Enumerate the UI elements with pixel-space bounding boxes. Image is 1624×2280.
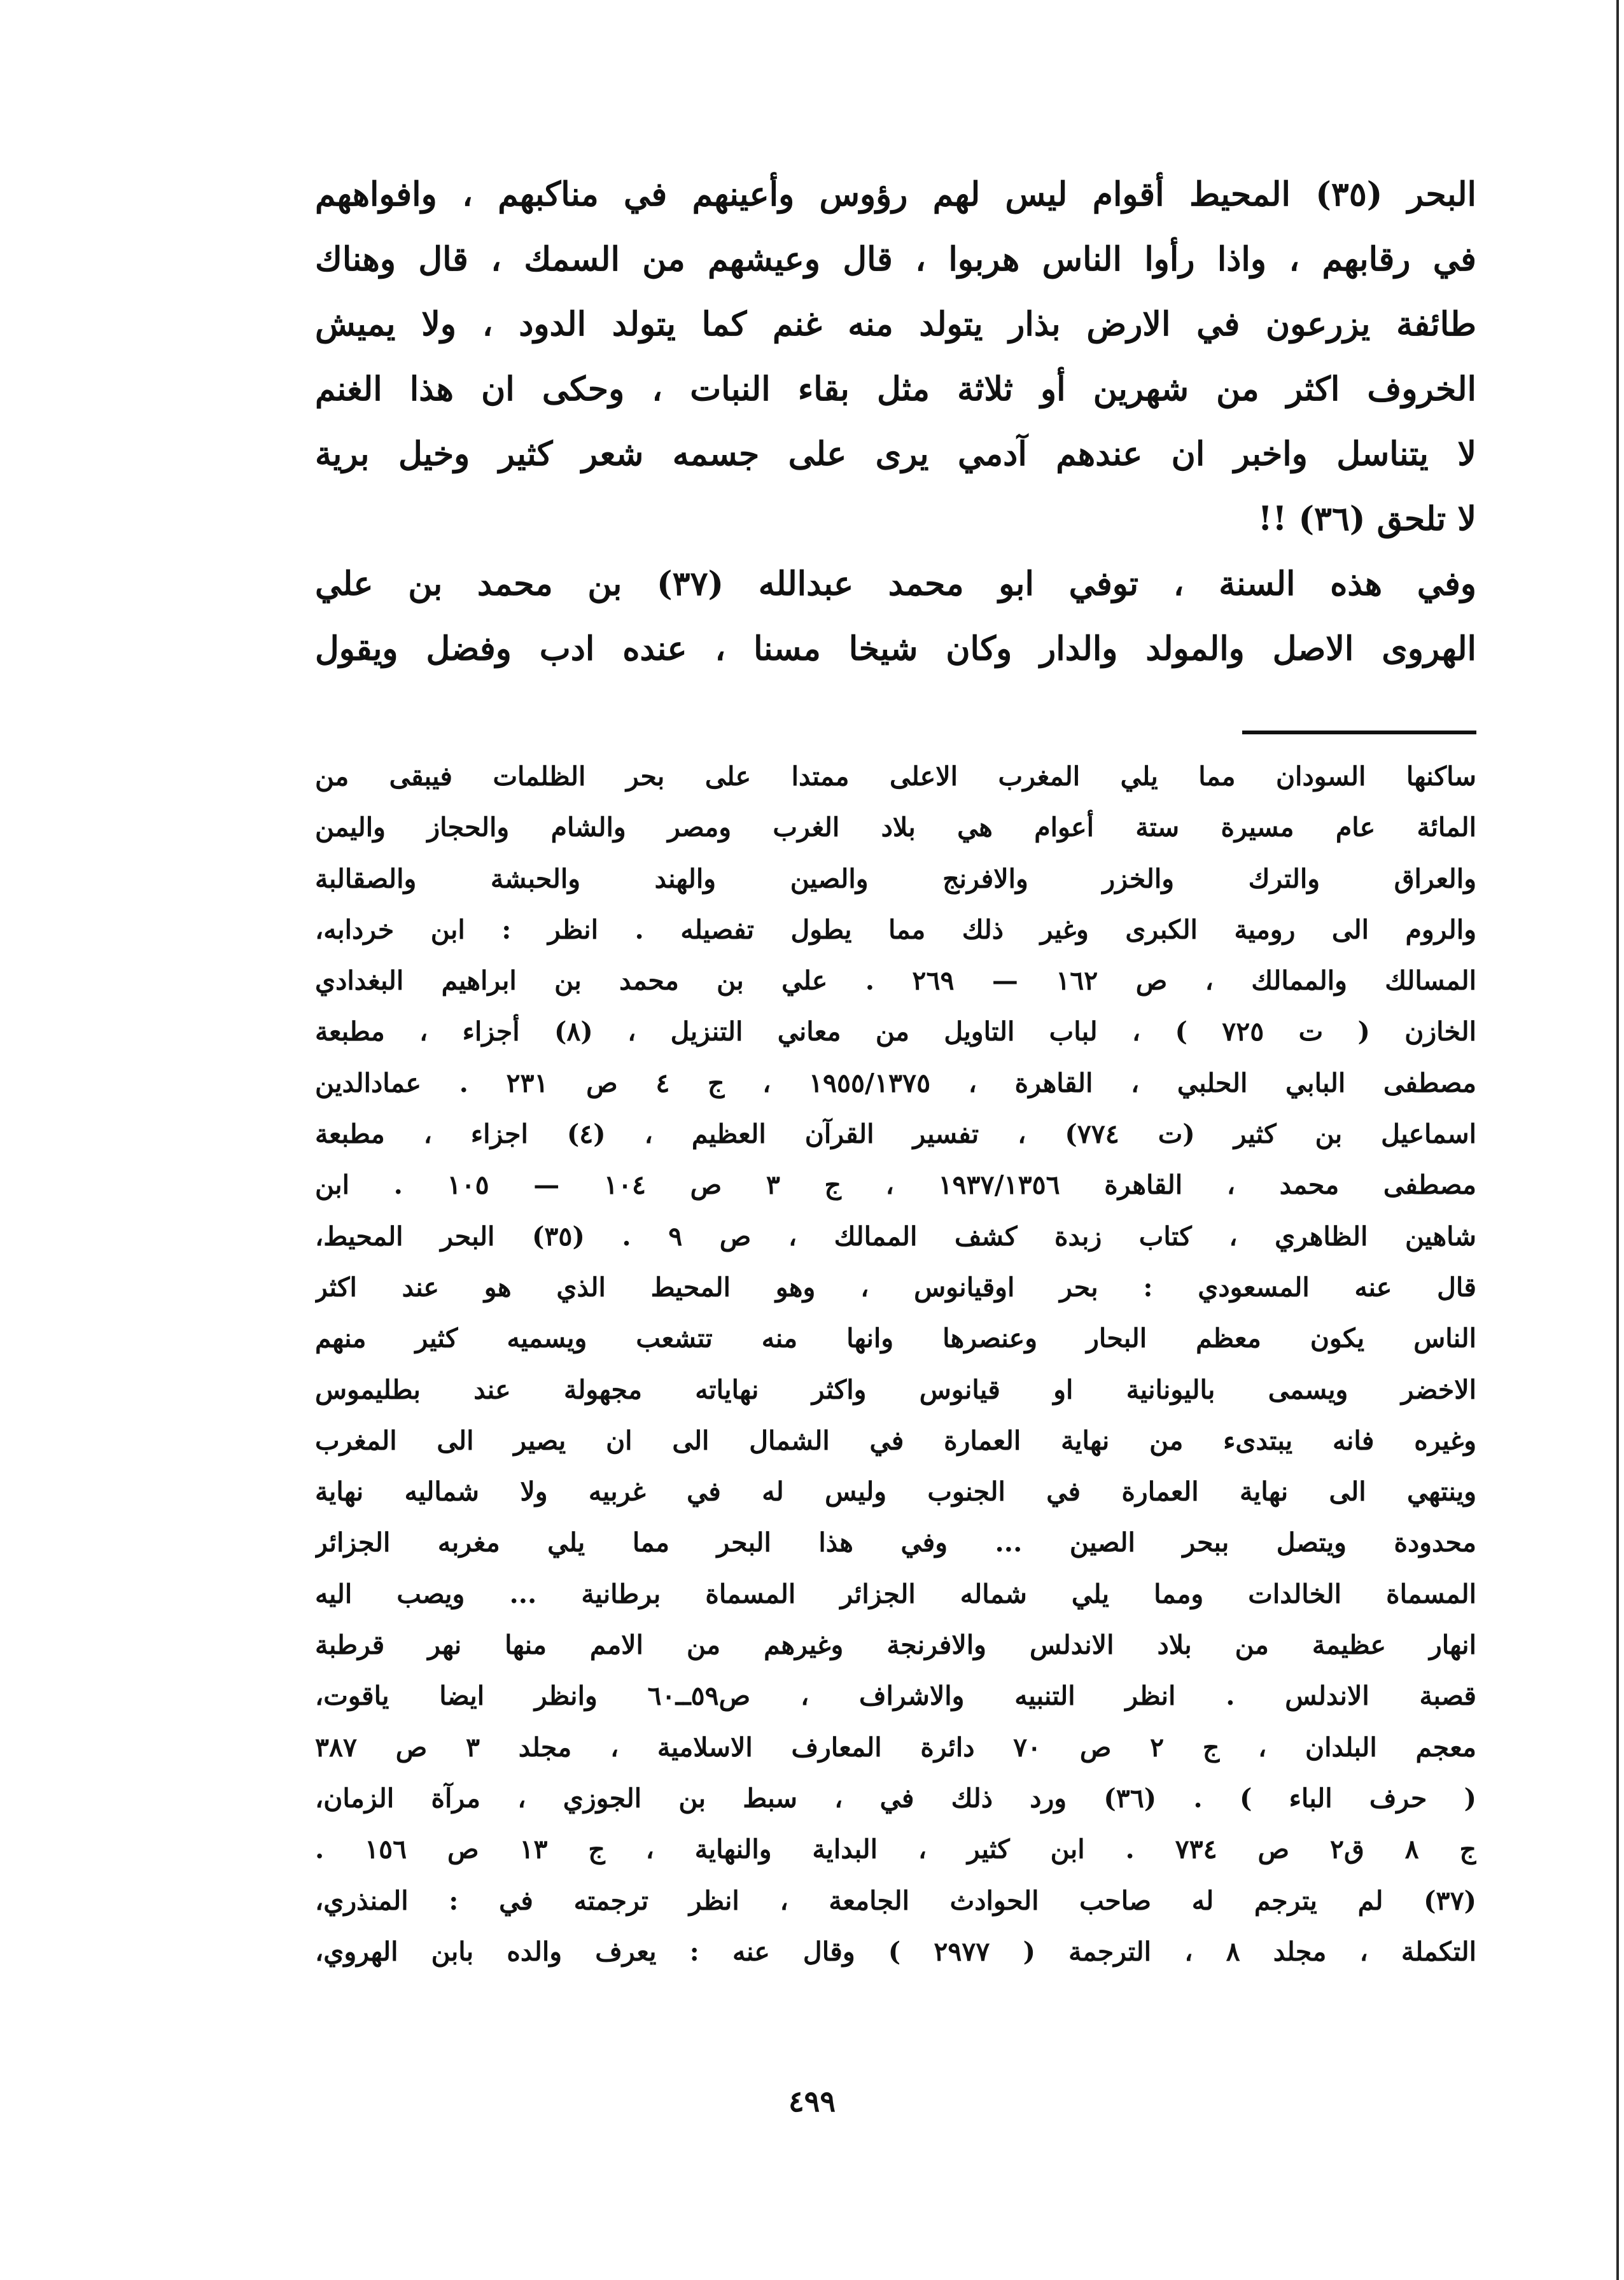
footnote-line: التكملة ، مجلد ٨ ، الترجمة ( ٢٩٧٧ ) وقال عنه : يعرف والده بابن الهروي، [315,1936,1476,1967]
main-text-line: وفي هذه السنة ، توفي ابو محمد عبدالله (٣٧) بن محمد بن علي [315,564,1476,603]
scan-edge-line [1616,0,1619,2280]
page-number: ٤٩٩ [788,2084,836,2118]
main-text-line: طائفة يزرعون في الارض بذار يتولد منه غنم كما يتولد الدود ، ولا يميش [315,305,1476,344]
footnote-line: محدودة ويتصل ببحر الصين ... وفي هذا البحر مما يلي مغربه الجزائر [315,1527,1476,1558]
footnote-line: قال عنه المسعودي : بحر اوقيانوس ، وهو المحيط الذي هو عند اكثر [315,1271,1476,1303]
footnote-line: الخازن ( ت ٧٢٥ ) ، لباب التاويل من معاني التنزيل ، (٨) أجزاء ، مطبعة [315,1016,1476,1047]
main-text-line: لا تلحق (٣٦) !! [1257,500,1476,538]
footnote-line: انهار عظيمة من بلاد الاندلس والافرنجة وغيرهم من الامم منها نهر قرطبة [315,1630,1476,1661]
main-text-line: البحر (٣٥) المحيط أقوام ليس لهم رؤوس وأعينهم في مناكبهم ، وافواههم [315,175,1476,214]
footnote-line: المسالك والممالك ، ص ١٦٢ — ٢٦٩ . علي بن محمد بن ابراهيم البغدادي [315,965,1476,997]
footnote-line: والروم الى رومية الكبرى وغير ذلك مما يطول تفصيله . انظر : ابن خردابه، [315,914,1476,945]
footnotes [315,751,1476,1977]
footnote-line: المائة عام مسيرة ستة أعوام هي بلاد الغرب ومصر والشام والحجاز واليمن [315,812,1476,843]
footnote-line: ( حرف الباء ) . (٣٦) ورد ذلك في ، سبط بن الجوزي ، مرآة الزمان، [315,1782,1476,1814]
footnote-separator [1242,731,1476,734]
footnote-line: شاهين الظاهري ، كتاب زبدة كشف الممالك ، ص ٩ . (٣٥) البحر المحيط، [315,1220,1476,1252]
footnote-line: المسماة الخالدات ومما يلي شماله الجزائر المسماة برطانية ... ويصب اليه [315,1578,1476,1609]
main-text [315,162,1476,682]
footnote-line: مصطفى محمد ، القاهرة ١٩٣٧/١٣٥٦ ، ج ٣ ص ١٠٤ — ١٠٥ . ابن [315,1170,1476,1201]
footnote-line: ساكنها السودان مما يلي المغرب الاعلى ممتدا على بحر الظلمات فيبقى من [315,761,1476,792]
main-text-line: الخروف اكثر من شهرين أو ثلاثة مثل بقاء النبات ، وحكى ان هذا الغنم [315,370,1476,409]
footnote-line: مصطفى البابي الحلبي ، القاهرة ، ١٩٥٥/١٣٧٥ ، ج ٤ ص ٢٣١ . عمادالدين [315,1067,1476,1098]
footnote-line: والعراق والترك والخزر والافرنج والصين والهند والحبشة والصقالبة [315,863,1476,894]
footnote-line: الاخضر ويسمى باليونانية او قيانوس واكثر نهاياته مجهولة عند بطليموس [315,1374,1476,1405]
footnote-line: معجم البلدان ، ج ٢ ص ٧٠ دائرة المعارف الاسلامية ، مجلد ٣ ص ٣٨٧ [315,1731,1476,1763]
main-text-line: لا يتناسل واخبر ان عندهم آدمي يرى على جسمه شعر كثير وخيل برية [315,435,1476,473]
footnote-line: ج ٨ ق٢ ص ٧٣٤ . ابن كثير ، البداية والنهاية ، ج ١٣ ص ١٥٦ . [315,1834,1476,1865]
footnote-line: وغيره فانه يبتدىء من نهاية العمارة في الشمال الى ان يصير الى المغرب [315,1425,1476,1456]
main-text-line: في رقابهم ، واذا رأوا الناس هربوا ، قال وعيشهم من السمك ، قال وهناك [315,240,1476,279]
main-text-line: الهروى الاصل والمولد والدار وكان شيخا مسنا ، عنده ادب وفضل ويقول [315,629,1476,668]
footnote-line: (٣٧) لم يترجم له صاحب الحوادث الجامعة ، انظر ترجمته في : المنذري، [315,1885,1476,1916]
footnote-line: اسماعيل بن كثير (ت ٧٧٤) ، تفسير القرآن العظيم ، (٤) اجزاء ، مطبعة [315,1119,1476,1150]
footnote-line: قصبة الاندلس . انظر التنبيه والاشراف ، ص٥٩ــ٦٠ وانظر ايضا ياقوت، [315,1681,1476,1712]
footnote-line: الناس يكون معظم البحار وعنصرها وانها منه تتشعب ويسميه كثير منهم [315,1323,1476,1354]
footnote-line: وينتهي الى نهاية العمارة في الجنوب وليس له في غربيه ولا شماليه نهاية [315,1476,1476,1507]
